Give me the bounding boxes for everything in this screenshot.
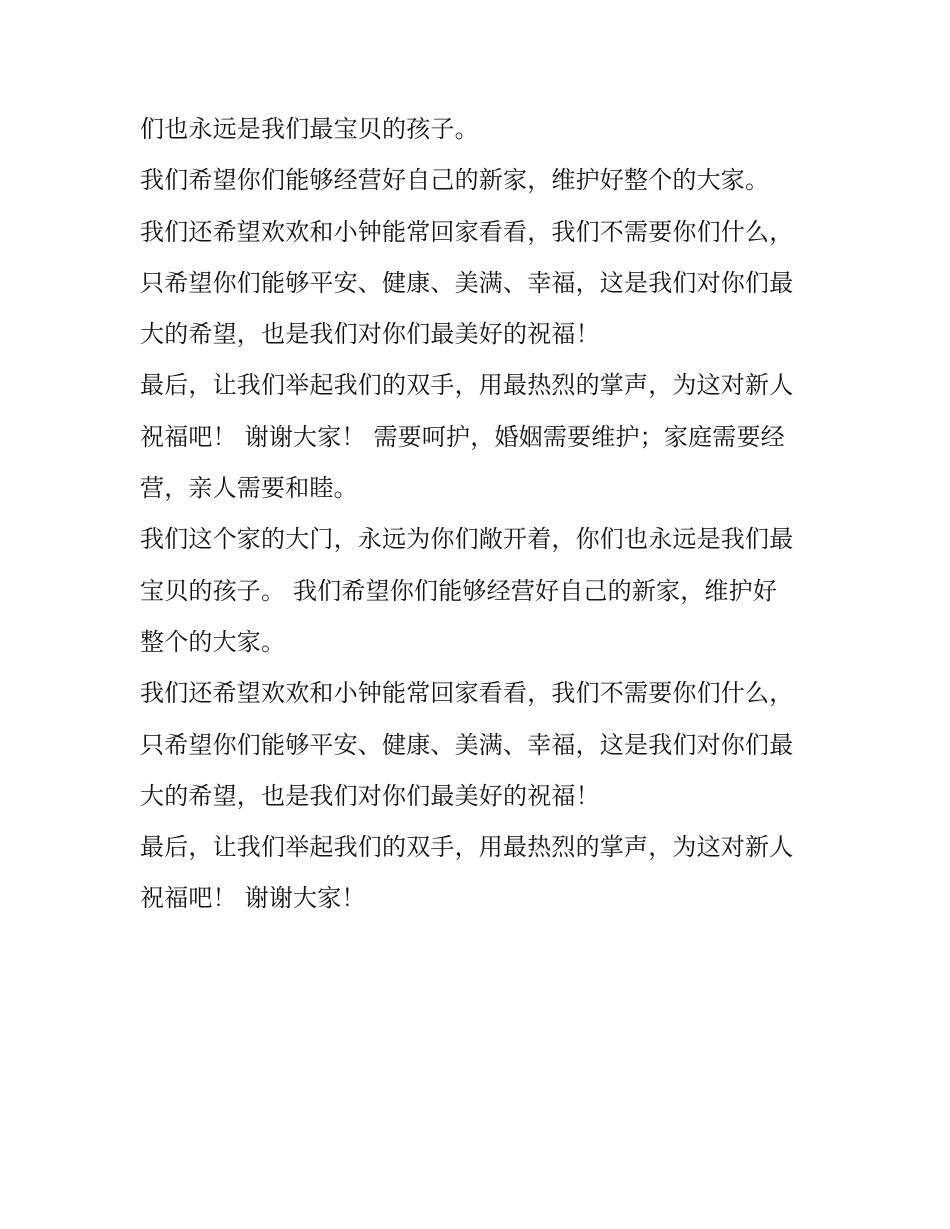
text-line: 我们这个家的大门，永远为你们敞开着，你们也永远是我们最 xyxy=(140,525,794,554)
text-line: 最后，让我们举起我们的双手，用最热烈的掌声，为这对新人 xyxy=(140,833,794,862)
text-line: 大的希望，也是我们对你们最美好的祝福！ xyxy=(140,320,600,349)
text-line: 祝福吧！ 谢谢大家！ 需要呵护，婚姻需要维护；家庭需要经 xyxy=(140,422,785,451)
text-line: 只希望你们能够平安、健康、美满、幸福，这是我们对你们最 xyxy=(140,730,794,759)
text-line: 我们还希望欢欢和小钟能常回家看看，我们不需要你们什么， xyxy=(140,679,794,708)
text-line: 营，亲人需要和睦。 xyxy=(140,474,358,503)
text-line: 只希望你们能够平安、健康、美满、幸福，这是我们对你们最 xyxy=(140,268,794,297)
text-line: 祝福吧！ 谢谢大家！ xyxy=(140,884,366,913)
text-line: 宝贝的孩子。 我们希望你们能够经营好自己的新家，维护好 xyxy=(140,576,778,605)
body-text xyxy=(140,104,820,925)
text-line: 们也永远是我们最宝贝的孩子。 xyxy=(140,115,479,143)
text-line: 大的希望，也是我们对你们最美好的祝福！ xyxy=(140,781,600,810)
text-line: 我们希望你们能够经营好自己的新家，维护好整个的大家。 xyxy=(140,166,770,195)
text-line: 最后，让我们举起我们的双手，用最热烈的掌声，为这对新人 xyxy=(140,371,794,400)
text-line: 整个的大家。 xyxy=(140,627,286,656)
text-line: 我们还希望欢欢和小钟能常回家看看，我们不需要你们什么， xyxy=(140,217,794,246)
